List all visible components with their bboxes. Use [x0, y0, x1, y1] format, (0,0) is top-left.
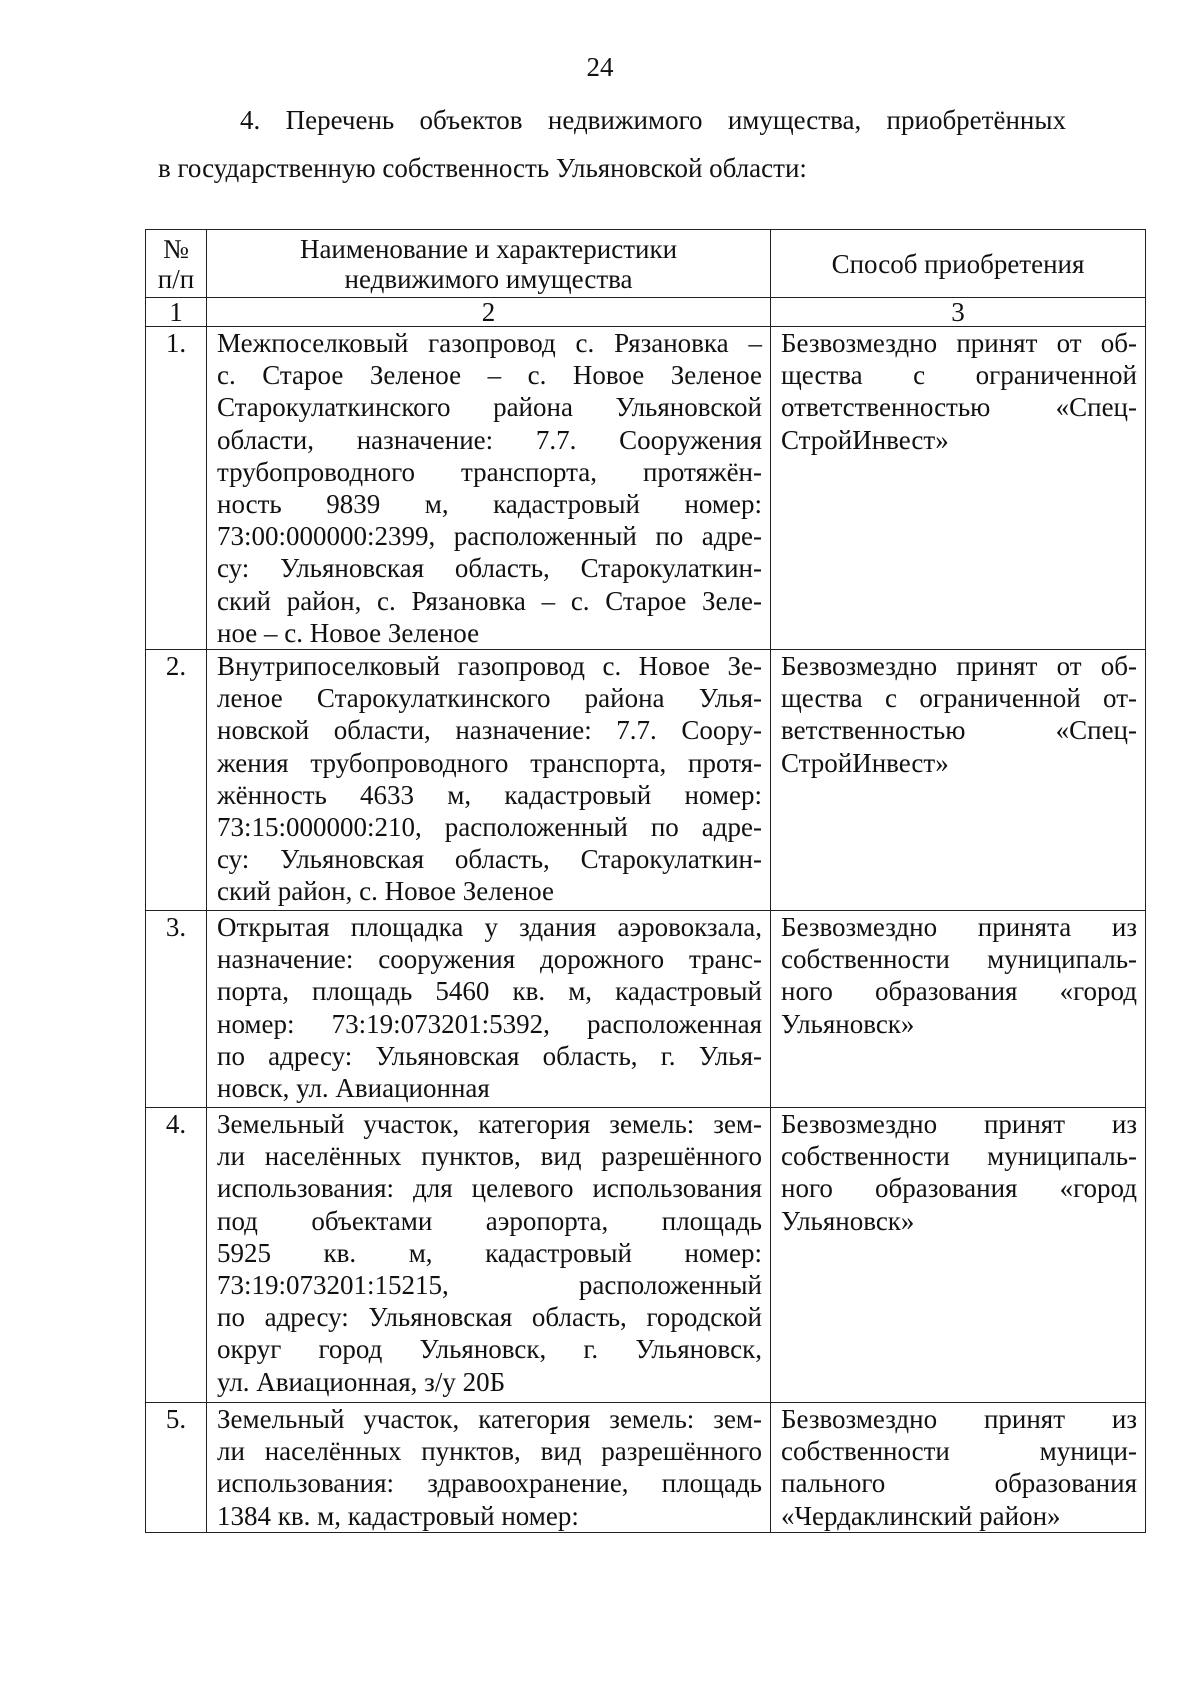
row-description	[207, 1108, 771, 1403]
row-number: 3.	[146, 911, 207, 1108]
row-description	[207, 650, 771, 911]
description-line: новск, ул. Авиационная	[217, 1073, 490, 1104]
description-line: Земельный участок, категория земель: зем-	[217, 1404, 762, 1435]
method-line: собственности муници-	[781, 1436, 1137, 1467]
table-header-row	[146, 230, 1146, 298]
header-method	[771, 230, 1146, 298]
description-line: ли населённых пунктов, вид разрешённого	[217, 1141, 762, 1172]
description-line: ский район, с. Новое Зеленое	[217, 876, 554, 907]
method-line: Безвозмездно принят от об-	[781, 328, 1137, 358]
method-line: собственности муниципаль-	[781, 1141, 1137, 1172]
row-description	[207, 1403, 771, 1533]
row-acquisition-method	[771, 327, 1146, 650]
row-acquisition-method	[771, 1108, 1146, 1403]
description-line: су: Ульяновская область, Старокулаткин-	[217, 844, 762, 875]
method-line: Безвозмездно принят из	[781, 1109, 1137, 1140]
description-line: использования: здравоохранение, площадь	[217, 1468, 762, 1499]
header-description	[207, 230, 771, 298]
heading-line-1: 4. Перечень объектов недвижимого имущества, приобретённых	[240, 105, 1066, 135]
method-line: СтройИнвест»	[781, 747, 949, 778]
method-line: СтройИнвест»	[781, 424, 949, 455]
method-line: Ульяновск»	[781, 1205, 915, 1236]
method-line: Ульяновск»	[781, 1008, 915, 1039]
description-line: использования: для целевого использования	[217, 1173, 762, 1204]
column-number: 3	[771, 298, 1146, 327]
method-line: ного образования «город	[781, 1173, 1137, 1204]
row-number: 4.	[146, 1108, 207, 1403]
description-line: Внутрипоселковый газопровод с. Новое Зе-	[217, 651, 762, 682]
description-line: Межпоселковый газопровод с. Рязановка –	[217, 328, 762, 358]
method-line: Безвозмездно принят от об-	[781, 651, 1137, 682]
description-line: трубопроводного транспорта, протяжён-	[217, 456, 762, 487]
description-line: 73:19:073201:15215, расположенный	[217, 1270, 762, 1301]
page-number: 24	[586, 52, 614, 82]
method-line: Безвозмездно принят из	[781, 1404, 1137, 1435]
description-line: ский район, с. Рязановка – с. Старое Зеле-	[217, 585, 762, 616]
description-line: новской области, назначение: 7.7. Соору-	[217, 715, 762, 746]
description-line: су: Ульяновская область, Старокулаткин-	[217, 553, 762, 584]
description-line: назначение: сооружения дорожного транс-	[217, 944, 762, 975]
row-number: 2.	[146, 650, 207, 911]
table-row	[146, 650, 1146, 911]
description-line: леное Старокулаткинского района Улья-	[217, 683, 762, 714]
description-line: Старокулаткинского района Ульяновской	[217, 392, 762, 423]
description-line: по адресу: Ульяновская область, г. Улья-	[217, 1040, 762, 1071]
description-line: Открытая площадка у здания аэровокзала,	[217, 912, 762, 943]
description-line: жённость 4633 м, кадастровый номер:	[217, 779, 762, 810]
description-line: 1384 кв. м, кадастровый номер:	[217, 1500, 579, 1531]
method-line: Безвозмездно принята из	[781, 912, 1137, 943]
description-line: ное – с. Новое Зеленое	[217, 617, 480, 648]
table-row	[146, 1403, 1146, 1533]
description-line: 5925 кв. м, кадастровый номер:	[217, 1237, 762, 1268]
description-line: с. Старое Зеленое – с. Новое Зеленое	[217, 360, 762, 391]
table-row	[146, 911, 1146, 1108]
table-row	[146, 1108, 1146, 1403]
header-number	[146, 230, 207, 298]
row-acquisition-method	[771, 911, 1146, 1108]
header-number-line: п/п	[157, 263, 195, 294]
method-line: «Чердаклинский район»	[781, 1500, 1061, 1531]
row-number: 5.	[146, 1403, 207, 1533]
header-description-line: Наименование и характеристики	[299, 233, 678, 264]
row-description	[207, 327, 771, 650]
row-acquisition-method	[771, 1403, 1146, 1533]
description-line: под объектами аэропорта, площадь	[217, 1205, 762, 1236]
column-number: 1	[146, 298, 207, 327]
row-description	[207, 911, 771, 1108]
column-number-row	[146, 298, 1146, 327]
description-line: Земельный участок, категория земель: зем-	[217, 1109, 762, 1140]
method-line: щества с ограниченной от-	[781, 683, 1137, 714]
description-line: ность 9839 м, кадастровый номер:	[217, 489, 762, 520]
header-description-line: недвижимого имущества	[344, 263, 633, 294]
description-line: номер: 73:19:073201:5392, расположенная	[217, 1008, 762, 1039]
method-line: собственности муниципаль-	[781, 944, 1137, 975]
header-method-line: Способ приобретения	[831, 248, 1085, 279]
row-number: 1.	[146, 327, 207, 650]
description-line: области, назначение: 7.7. Сооружения	[217, 424, 762, 455]
description-line: порта, площадь 5460 кв. м, кадастровый	[217, 976, 762, 1007]
section-heading	[158, 96, 1066, 192]
description-line: округ город Ульяновск, г. Ульяновск,	[217, 1334, 762, 1365]
method-line: пального образования	[781, 1468, 1137, 1499]
method-line: ответственностью «Спец-	[781, 392, 1137, 423]
column-number: 2	[207, 298, 771, 327]
method-line: ного образования «город	[781, 976, 1137, 1007]
heading-line-2: в государственную собственность Ульяновской области:	[158, 153, 807, 183]
description-line: 73:15:000000:210, расположенный по адре-	[217, 812, 762, 843]
table-row	[146, 327, 1146, 650]
description-line: жения трубопроводного транспорта, протя-	[217, 747, 762, 778]
description-line: по адресу: Ульяновская область, городской	[217, 1302, 762, 1333]
description-line: 73:00:000000:2399, расположенный по адре-	[217, 521, 762, 552]
property-table	[145, 229, 1146, 1533]
method-line: щества с ограниченной	[781, 360, 1137, 391]
method-line: ветственностью «Спец-	[781, 715, 1137, 746]
row-acquisition-method	[771, 650, 1146, 911]
description-line: ул. Авиационная, з/у 20Б	[217, 1366, 506, 1397]
description-line: ли населённых пунктов, вид разрешённого	[217, 1436, 762, 1467]
header-number-line: №	[163, 233, 189, 264]
